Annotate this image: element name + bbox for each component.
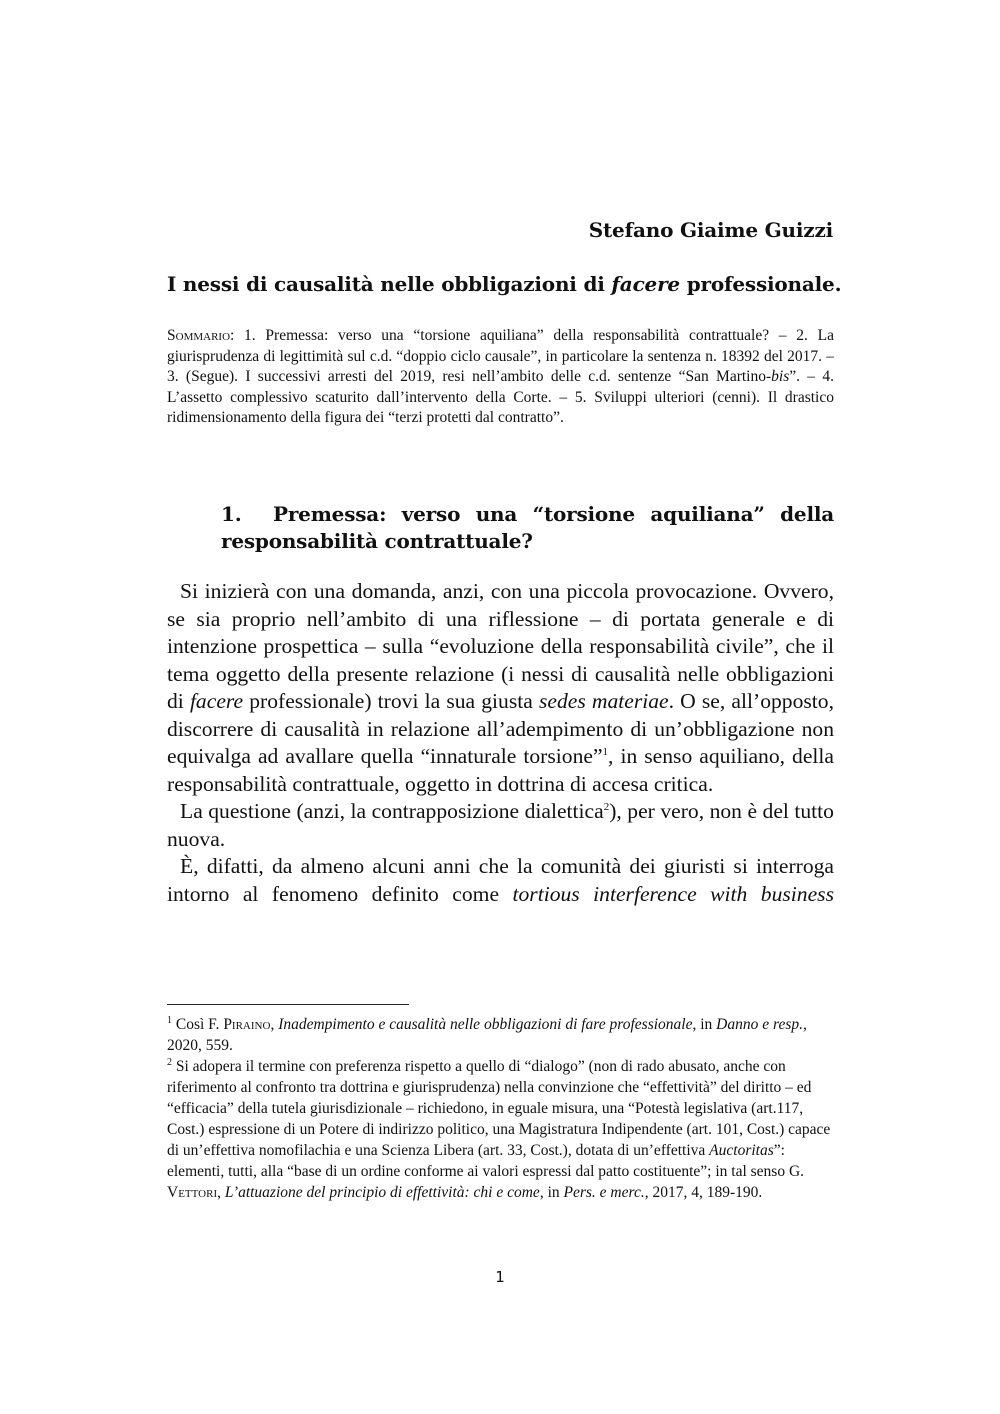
text-run: , in senso aquiliano, della responsabilità contrattuale, oggetto in dottrina di accesa critica. (167, 744, 834, 796)
footnote-1 (167, 1014, 834, 1056)
title-text: I nessi di causalità nelle obbligazioni di (167, 272, 612, 296)
italic-run: facere (189, 689, 244, 713)
section-number: 1. (221, 502, 242, 526)
text-run: ), per vero, non è del tutto nuova. (167, 799, 834, 851)
paragraph (167, 853, 834, 908)
section-heading (221, 501, 834, 555)
text-run: , in (539, 1184, 564, 1201)
text-run: , (217, 1184, 225, 1201)
footnotes (167, 1014, 834, 1203)
summary-label: Sommario (167, 327, 231, 344)
footnote-mark: 1 (167, 1015, 172, 1026)
text-run: Si inizierà con una domanda, anzi, con una piccola provocazione. Ovvero, se sia proprio nell’ambito di una riflessione – di portata generale e di intenzione prospettica – sulla “evoluzione della responsabilità civile”, che il tema oggetto della presente relazione (i nessi di causalità nelle obbligazioni di (167, 579, 834, 713)
text-run: , (270, 1016, 279, 1033)
footnote-ref[interactable]: 2 (603, 801, 610, 813)
paper-title (167, 272, 847, 296)
paragraph (167, 798, 834, 853)
summary-italic: bis (771, 368, 790, 385)
title-italic: facere (611, 272, 680, 296)
author-name: Stefano Giaime Guizzi (588, 218, 833, 242)
smallcaps-run: Piraino (223, 1016, 271, 1033)
text-run: È, difatti, da almeno alcuni anni che la comunità dei giuristi si interroga intorno al fenomeno definito come (167, 854, 834, 906)
summary-text-end: ”. – 4. L’assetto complessivo scaturito dall’intervento della Corte. – 5. Sviluppi ulteriori (cenni). Il drastico ridimensionamento della figura dei “terzi protetti dal contratto”. (167, 368, 834, 426)
italic-run: tortious interference with business (512, 881, 834, 906)
title-text-end: professionale. (679, 272, 842, 296)
text-run: Si adopera il termine con preferenza rispetto a quello di “dialogo” (non di rado abusato, anche con riferimento al confronto tra dottrina e giurisprudenza) nella convinzione che “effettività” del diritto – ed “efficacia” della tutela giurisdizionale – richiedono, in eguale misura, una “Potestà legislativa (art.117, Cost.) espressione di un Potere di indirizzo politico, una Magistratura Indipendente (art. 101, Cost.) capace di un’effettiva nomofilachia e una Scienza Libera (art. 33, Cost.), dotata di un’effettiva (167, 1058, 831, 1159)
footnote-2 (167, 1056, 834, 1203)
italic-run: sedes materiae (538, 689, 669, 713)
summary-text: : 1. Premessa: verso una “torsione aquiliana” della responsabilità contrattuale? – 2. La giurisprudenza di legittimità sul c.d. “doppio ciclo causale”, in particolare la sentenza n. 18392 del 2017. – 3. (Segue). I successivi arresti del 2019, resi nell’ambito delle c.d. sentenze “San Martino- (167, 327, 834, 385)
italic-run: L’attuazione del principio di effettività: chi e come (224, 1184, 540, 1201)
footnote-separator (167, 1004, 409, 1005)
text-run: ”: elementi, tutti, alla “base di un ordine conforme ai valori espressi dal patto costituente”; in tal senso G. V (167, 1142, 805, 1201)
text-run: professionale) trovi la sua giusta (243, 689, 539, 713)
text-run: . O se, all’opposto, discorrere di causalità in relazione all’adempimento di un’obbligazione non equivalga ad avallare quella “innaturale torsione” (167, 689, 834, 768)
footnote-ref[interactable]: 1 (602, 746, 609, 758)
body-text (167, 578, 834, 908)
page-number: 1 (495, 1268, 505, 1286)
italic-run: Danno e resp. (716, 1016, 803, 1033)
text-run: , in (692, 1016, 717, 1033)
text-run: , 2020, 559. (167, 1016, 807, 1054)
italic-run: Pers. e merc. (563, 1184, 645, 1201)
summary (167, 326, 834, 429)
text-run: La questione (anzi, la contrapposizione dialettica (180, 799, 604, 823)
paragraph (167, 578, 834, 798)
smallcaps-run: ettori (178, 1184, 218, 1201)
italic-run: Auctoritas (709, 1142, 774, 1159)
text-run: , 2017, 4, 189-190. (644, 1184, 763, 1201)
italic-run: Inadempimento e causalità nelle obbligazioni di fare professionale (278, 1016, 693, 1033)
text-run: Così F. (172, 1016, 224, 1033)
section-heading-text: Premessa: verso una “torsione aquiliana” della responsabilità contrattuale? (221, 502, 834, 553)
footnote-mark: 2 (167, 1057, 172, 1068)
